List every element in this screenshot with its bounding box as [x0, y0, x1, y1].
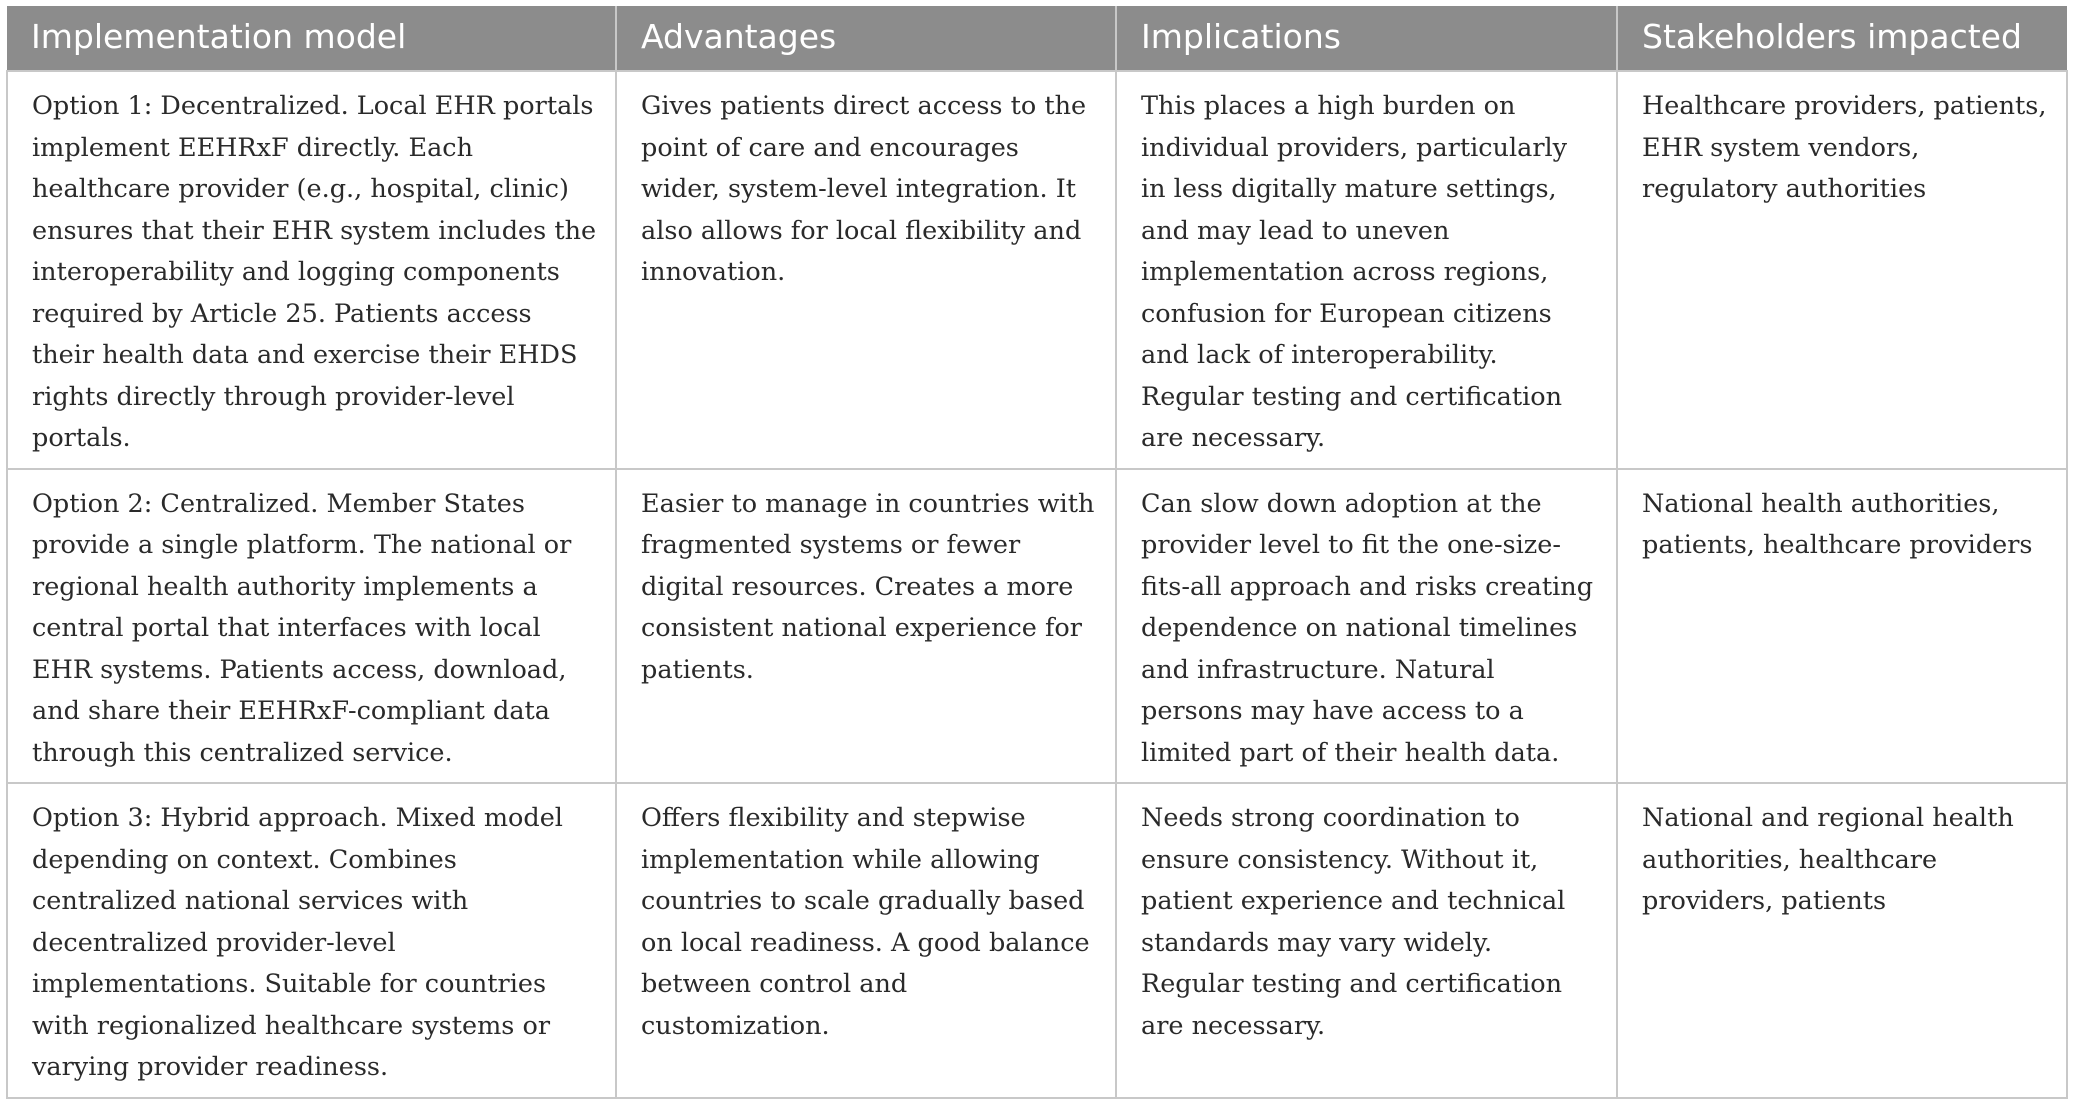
header-row — [7, 6, 2067, 71]
header-advantages: Advantages — [616, 6, 1116, 71]
cell-implementation-model: Option 2: Centralized. Member States provide a single platform. The national or regional health authority implements a central portal that interfaces with local EHR systems. Patients access, download, and share their EEHRxF-compliant data through this centralized service. — [7, 469, 616, 784]
cell-implementation-model: Option 3: Hybrid approach. Mixed model depending on context. Combines centralized national services with decentralized provider-level implementations. Suitable for countries with regionalized healthcare systems or varying provider readiness. — [7, 783, 616, 1098]
header-implications: Implications — [1116, 6, 1617, 71]
cell-stakeholders: National and regional health authorities, healthcare providers, patients — [1617, 783, 2067, 1098]
cell-advantages: Easier to manage in countries with fragmented systems or fewer digital resources. Creates a more consistent national experience for patients. — [616, 469, 1116, 784]
cell-stakeholders: Healthcare providers, patients, EHR system vendors, regulatory authorities — [1617, 71, 2067, 469]
cell-implementation-model: Option 1: Decentralized. Local EHR portals implement EEHRxF directly. Each healthcare provider (e.g., hospital, clinic) ensures that their EHR system includes the interoperability and logging components required by Article 25. Patients access their health data and exercise their EHDS rights directly through provider-level portals. — [7, 71, 616, 469]
cell-implications: Can slow down adoption at the provider level to fit the one-size-fits-all approach and risks creating dependence on national timelines and infrastructure. Natural persons may have access to a limited part of their health data. — [1116, 469, 1617, 784]
table-row — [7, 469, 2067, 784]
header-stakeholders-impacted: Stakeholders impacted — [1617, 6, 2067, 71]
table-row — [7, 783, 2067, 1098]
cell-implications: Needs strong coordination to ensure consistency. Without it, patient experience and technical standards may vary widely. Regular testing and certification are necessary. — [1116, 783, 1617, 1098]
table-row — [7, 71, 2067, 469]
cell-advantages: Offers flexibility and stepwise implementation while allowing countries to scale gradually based on local readiness. A good balance between control and customization. — [616, 783, 1116, 1098]
table-body — [7, 71, 2067, 1098]
implementation-models-table-container — [6, 6, 2066, 1099]
cell-advantages: Gives patients direct access to the point of care and encourages wider, system-level integration. It also allows for local flexibility and innovation. — [616, 71, 1116, 469]
header-implementation-model: Implementation model — [7, 6, 616, 71]
implementation-models-table — [6, 6, 2068, 1099]
cell-implications: This places a high burden on individual providers, particularly in less digitally mature settings, and may lead to uneven implementation across regions, confusion for European citizens and lack of interoperability. Regular testing and certification are necessary. — [1116, 71, 1617, 469]
cell-stakeholders: National health authorities, patients, healthcare providers — [1617, 469, 2067, 784]
table-header — [7, 6, 2067, 71]
